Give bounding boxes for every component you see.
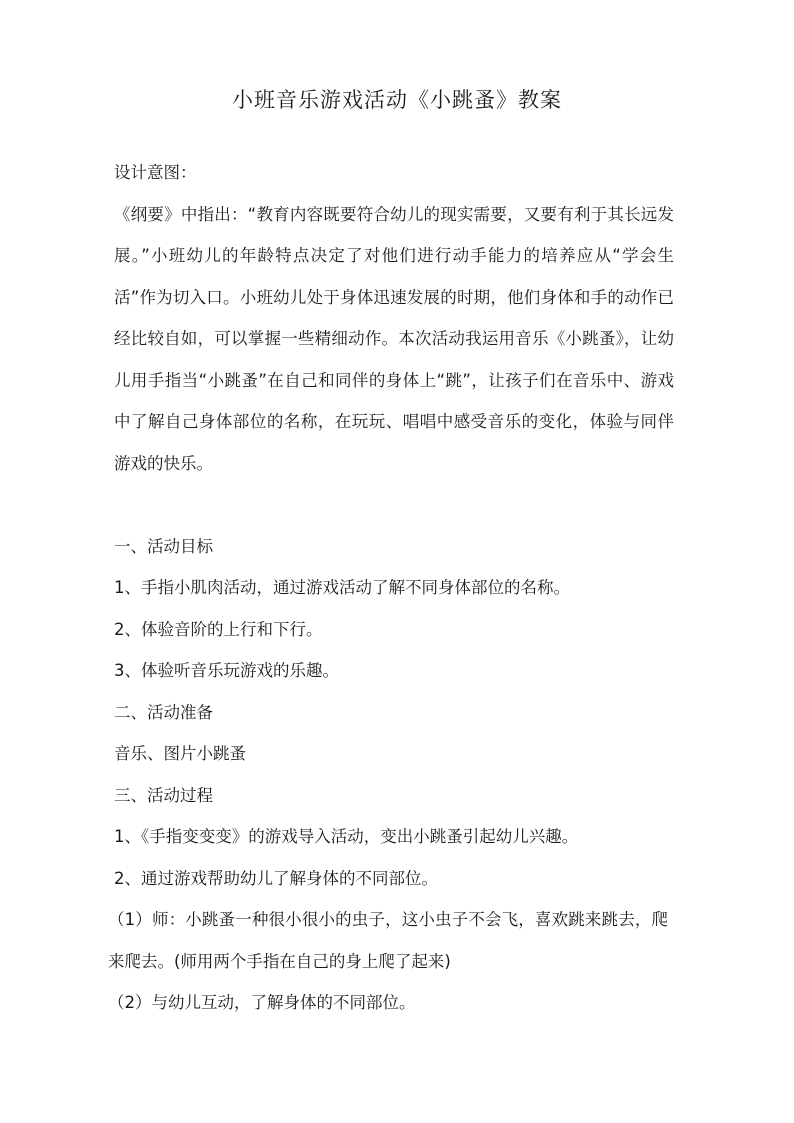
process-item: 2、通过游戏帮助幼儿了解身体的不同部位。 <box>114 868 438 888</box>
goal-item: 1、手指小肌肉活动，通过游戏活动了解不同身体部位的名称。 <box>114 578 570 597</box>
design-intent-heading: 设计意图： <box>114 163 197 182</box>
process-step-2: （2）与幼儿互动，了解身体的不同部位。 <box>108 993 416 1012</box>
paragraph-spacer <box>114 484 684 526</box>
goal-item: 3、体验听音乐玩游戏的乐趣。 <box>114 661 339 680</box>
section-heading-process: 三、活动过程 <box>114 785 213 805</box>
section-heading-preparation: 二、活动准备 <box>114 702 213 722</box>
preparation-text: 音乐、图片小跳蚤 <box>114 744 246 763</box>
section-heading-goals: 一、活动目标 <box>114 536 213 556</box>
process-step-1-paragraph: （1）师：小跳蚤一种很小很小的虫子，这小虫子不会飞，喜欢跳来跳去，爬来爬去。(师用两个手指在自己的身上爬了起来) <box>108 910 668 971</box>
document-body <box>108 152 684 1024</box>
design-intent-paragraph: 《纲要》中指出：“教育内容既要符合幼儿的现实需要，又要有利于其长远发展。”小班幼儿的年龄特点决定了对他们进行动手能力的培养应从“学会生活”作为切入口。小班幼儿处于身体迅速发展的时期，他们身体和手的动作已经比较自如，可以掌握一些精细动作。本次活动我运用音乐《小跳蚤》，让幼儿用手指当“小跳蚤”在自己和同伴的身体上“跳”，让孩子们在音乐中、游戏中了解自己身体部位的名称，在玩玩、唱唱中感受音乐的变化，体验与同伴游戏的快乐。 <box>114 204 674 473</box>
goal-item: 2、体验音阶的上行和下行。 <box>114 619 323 639</box>
document-title: 小班音乐游戏活动《小跳蚤》教案 <box>232 88 562 112</box>
process-item: 1、《手指变变变》的游戏导入活动，变出小跳蚤引起幼儿兴趣。 <box>114 827 579 846</box>
